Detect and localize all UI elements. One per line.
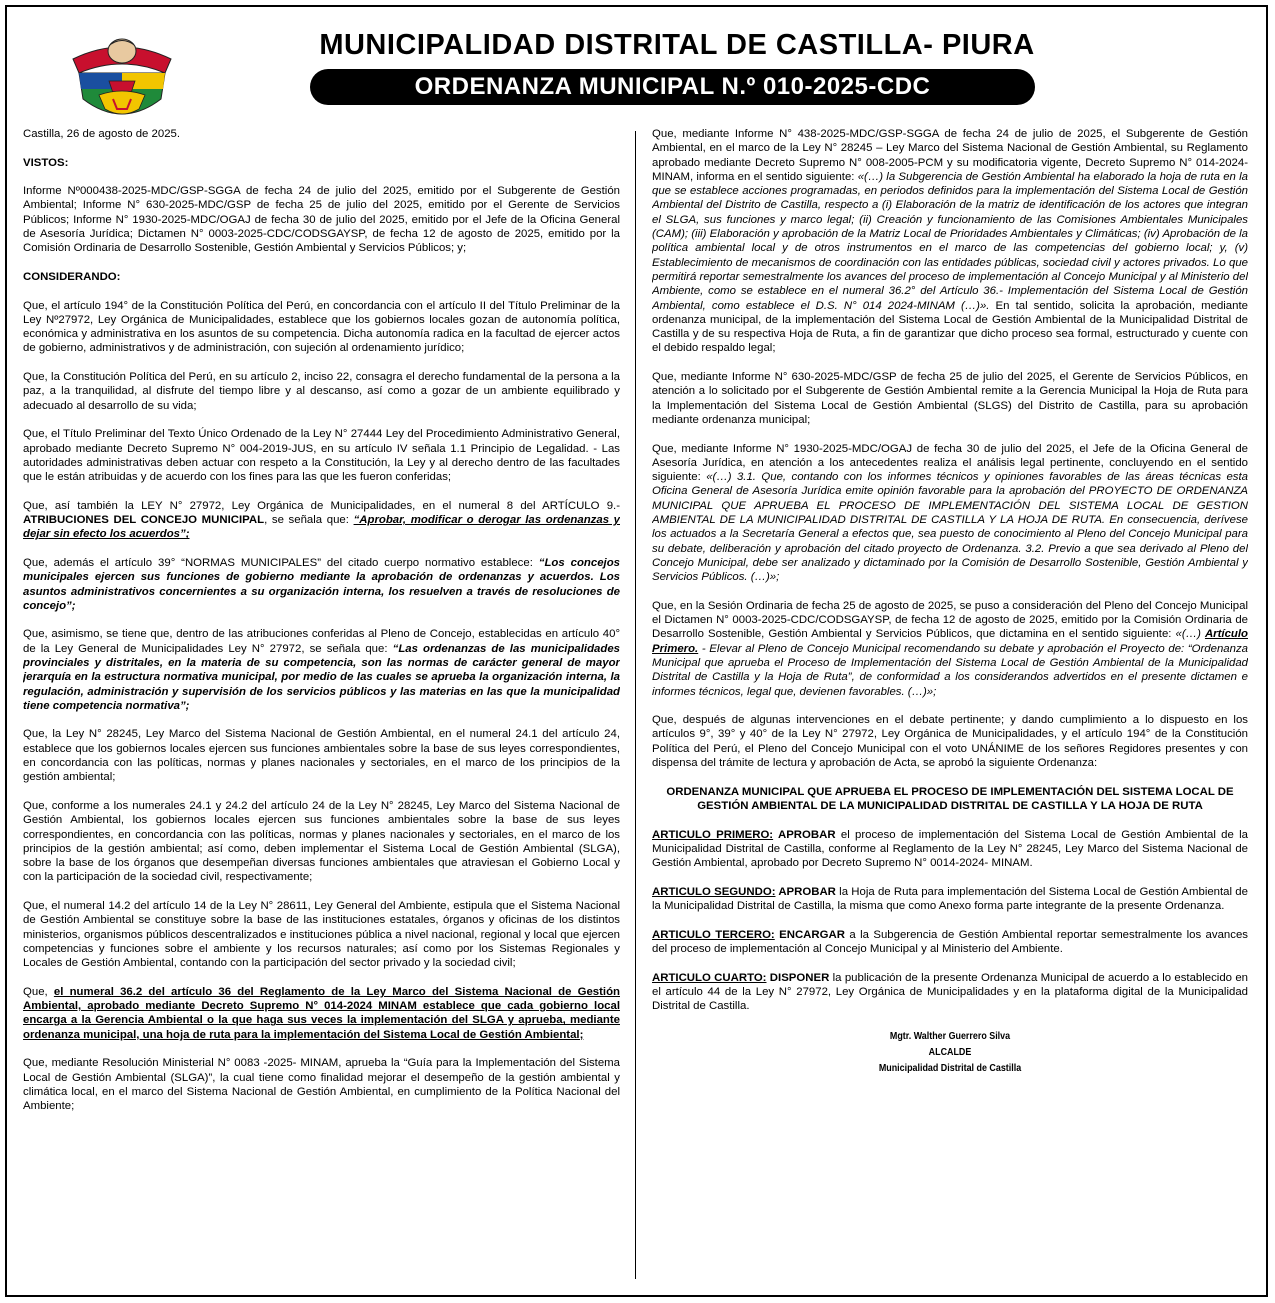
article-ref-run: Artículo Primero.: [652, 628, 1248, 655]
considerando-paragraph: [23, 499, 620, 542]
emphasis-run: ATRIBUCIONES DEL CONCEJO MUNICIPAL: [23, 514, 265, 527]
article-paragraph: [652, 885, 1248, 914]
ordinance-number-banner: ORDENANZA MUNICIPAL N.º 010-2025-CDC: [310, 69, 1035, 105]
article-verb: DISPONER: [766, 971, 830, 984]
considerando-paragraph: [652, 127, 1248, 356]
considerando-paragraph: Que, mediante Informe N° 630-2025-MDC/GSP de fecha 25 de julio del 2025, el Gerente de Servicios Públicos, en atención a lo solicitado por el Subgerente de Gestión Ambiental remite a la Gerencia Municipal la Hoja de Ruta para la Implementación del Sistema Local de Gestión Ambiental (SLGS) del Distrito de Castilla, para su aprobación mediante ordenanza municipal;: [652, 371, 1248, 426]
header: [7, 7, 1266, 127]
article-label: ARTICULO PRIMERO:: [652, 828, 774, 841]
text-run: Que, además el artículo 39° “NORMAS MUNICIPALES” del citado cuerpo normativo establece:: [23, 556, 539, 569]
quote-run: «(…): [1175, 628, 1205, 641]
considerando-paragraph: Que, la Ley N° 28245, Ley Marco del Sistema Nacional de Gestión Ambiental, en el numeral 24.1 del artículo 24, establece que los gobiernos locales ejercen sus funciones ambientales sobre la base de sus leyes correspondientes, en concordancia con las políticas, normas y planes nacionales y sectoriales, en el marco de los principios de la gestión ambiental;: [23, 728, 620, 784]
quote-run: - Elevar al Pleno de Concejo Municipal recomendando su debate y aprobación el Proyecto de: “Ordenanza Municipal que aprueba el Proceso de Implementación del Sistema Local de Gestión Ambiental de la Municipalidad Distrital de Castilla y la Hoja de Ruta”, de conformidad a los considerandos advertidos en el presente dictamen e informes técnicos, legal que, devienen favorables. (…)»;: [652, 642, 1248, 698]
quote-run: “Aprobar, modificar o derogar las ordenanzas y dejar sin efecto los acuerdos”;: [23, 514, 620, 541]
considerando-paragraph: Que, después de algunas intervenciones en el debate pertinente; y dando cumplimiento a lo dispuesto en los artículos 9°, 39° y 40° de la Ley N° 27972, Ley Orgánica de Municipalidades, y el artículo 194° de la Constitución Política del Perú, el Pleno del Concejo Municipal con el voto UNÁNIME de los señores Regidores presentes y con dispensa del trámite de lectura y aprobación de Acta, se aprobó la siguiente Ordenanza:: [652, 714, 1248, 770]
article-text: el proceso de implementación del Sistema Local de Gestión Ambiental de la Municipalidad Distrital de Castilla, conforme al Reglamento de la Ley N° 28245, Ley Marco del Sistema Nacional de Gestión Ambiental, aprobado por Decreto Supremo N° 0014-2024- MINAM.: [652, 828, 1248, 870]
text-run: Que, asimismo, se tiene que, dentro de las atribuciones conferidas al Pleno de Concejo, establecidas en artículo 40° de la Ley General de Municipalidades Ley N° 27972, se señala que:: [23, 628, 620, 655]
body-columns: [7, 127, 1266, 1287]
text-run: Que, mediante Informe N° 438-2025-MDC/GSP-SGGA de fecha 24 de julio de 2025, el Subgerente de Gestión Ambiental, en el marco de la Ley N° 28245 – Ley Marco del Sistema Nacional de Gestión Ambiental, su Reglamento aprobado mediante Decreto Supremo N° 008-2005-PCM y su modificatoria vigente, Decreto Supremo N° 014-2024-MINAM, informa en el sentido siguiente:: [652, 128, 1248, 183]
article-label: ARTICULO TERCERO:: [652, 928, 775, 941]
text-run: , se señala que:: [264, 514, 354, 527]
considerando-paragraph: [23, 627, 620, 713]
article-label: ARTICULO CUARTO:: [652, 971, 767, 984]
text-run: Que, en la Sesión Ordinaria de fecha 25 de agosto de 2025, se puso a consideración del Pleno del Concejo Municipal el Dictamen N° 0003-2025-CDC/CODSGAYSP, de fecha 12 de agosto de 2025, emitido por la Comisión Ordinaria de Desarrollo Sostenible, Gestión Ambiental y Servicios Públicos, que dictamina en el sentido siguiente:: [652, 599, 1248, 641]
text-run: En tal sentido, solicita la aprobación, mediante ordenanza municipal, de la implementación del Sistema Local de Gestión Ambiental de la Municipalidad Distrital de Castilla y de su respectiva Hoja de Ruta, a fin de garantizar que dicho proceso sea formal, estructurado y cuente con el debido respaldo legal;: [652, 299, 1248, 355]
considerando-paragraph: [23, 556, 620, 613]
vistos-heading: VISTOS:: [23, 156, 69, 169]
article-paragraph: [652, 928, 1248, 957]
text-run: Que, mediante Informe N° 1930-2025-MDC/OGAJ de fecha 30 de julio del 2025, el Jefe de la Oficina General de Asesoría Jurídica, en atención a los antecedentes realiza el análisis legal pertinente, concluyendo en el sentido siguiente:: [652, 442, 1248, 484]
signatory-organization: Municipalidad Distrital de Castilla: [878, 1061, 1022, 1074]
quote-run: «(…) 3.1. Que, contando con los informes técnicos y opiniones favorables de las áreas técnicas esta Oficina General de Asesoría Jurídica emite opinión favorable para la aprobación del PROYECTO DE ORDENANZA MUNICIPAL QUE APRUEBA EL PROCESO DE IMPLEMENTACIÓN DEL SISTEMA LOCAL DE GESTION AMBIENTAL DE LA MUNICIPALIDAD DISTRITAL DE CASTILLA Y LA HOJA DE RUTA. En consecuencia, derívese los actuados a la Secretaría General a efectos que, sea puesto de conocimiento al Pleno del Concejo Municipal para su debate, deliberación y aprobación del citado proyecto de Ordenanza. 3.2. Previo a que sea derivado al Pleno del Concejo Municipal, debe ser analizado y dictaminado por la Comisión de Desarrollo Sostenible, Gestión Ambiental y Servicios Públicos. (…)»;: [652, 471, 1248, 584]
considerando-paragraph: [652, 599, 1248, 699]
article-text: la publicación de la presente Ordenanza Municipal de acuerdo a lo establecido en el artículo 44 de la Ley N° 27972, Ley Orgánica de Municipalidades y en la plataforma digital de la Municipalidad Distrital de Castilla.: [652, 971, 1248, 1013]
considerando-paragraph: Que, mediante Resolución Ministerial N° 0083 -2025- MINAM, aprueba la “Guía para la Implementación del Sistema Local de Gestión Ambiental (SLGA)”, la cual tiene como finalidad mejorar el desempeño de la gestión ambiental y climática local, en el marco del Sistema Nacional de Gestión Ambiental, en cumplimiento de la Política Nacional del Ambiente;: [23, 1057, 620, 1113]
signatory-name: Mgtr. Walther Guerrero Silva: [889, 1029, 1011, 1042]
article-verb: ENCARGAR: [774, 928, 845, 941]
signature-block: [652, 1028, 1248, 1076]
considerando-paragraph: [652, 442, 1248, 585]
ordinance-section-title: ORDENANZA MUNICIPAL QUE APRUEBA EL PROCESO DE IMPLEMENTACIÓN DEL SISTEMA LOCAL DE GESTIÓN AMBIENTAL DE LA MUNICIPALIDAD DISTRITAL DE CASTILLA Y LA HOJA DE RUTA: [666, 785, 1234, 812]
article-paragraph: [652, 828, 1248, 871]
municipal-crest-icon: [69, 29, 175, 125]
considerando-paragraph: [23, 985, 620, 1042]
article-text: la Hoja de Ruta para implementación del Sistema Local de Gestión Ambiental de la Municipalidad Distrital de Castilla, la misma que como Anexo forma parte integrante de la presente Ordenanza.: [652, 885, 1248, 913]
article-verb: APROBAR: [775, 885, 836, 898]
article-text: a la Subgerencia de Gestión Ambiental reportar semestralmente los avances del proceso de implementación al Concejo Municipal y al Ministerio del Ambiente.: [652, 928, 1248, 955]
vistos-paragraph: Informe Nº000438-2025-MDC/GSP-SGGA de fecha 24 de julio del 2025, emitido por el Subgerente de Gestión Ambiental; Informe N° 630-2025-MDC/GSP de fecha 25 de julio del 2025, emitido por el Gerente de Servicios Públicos; Informe N° 1930-2025-MDC/OGAJ de fecha 30 de julio del 2025, emitido por el Jefe de la Oficina General de Asesoría Jurídica; Dictamen N° 0003-2025-CDC/CODSGAYSP, de fecha 12 de agosto de 2025, emitido por la Comisión Ordinaria de Desarrollo Sostenible, Gestión Ambiental y Servicios Públicos; y;: [23, 185, 620, 255]
considerando-heading: CONSIDERANDO:: [23, 270, 121, 283]
emphasis-run: el numeral 36.2 del artículo 36 del Reglamento de la Ley Marco del Sistema Nacional de Gestión Ambiental, aprobado mediante Decreto Supremo N° 014-2024 MINAM establece que cada gobierno local encarga a la Gerencia Ambiental o la que haga sus veces la implementación del SLGA y aprueba, mediante ordenanza municipal, una hoja de ruta para la implementación del Sistema Local de Gestión Ambiental;: [23, 985, 620, 1041]
considerando-paragraph: Que, el Título Preliminar del Texto Único Ordenado de la Ley N° 27444 Ley del Procedimiento Administrativo General, aprobado mediante Decreto Supremo N° 004-2019-JUS, en su artículo IV señala 1.1 Principio de Legalidad. - Las autoridades administrativas deben actuar con respeto a la Constitución, la Ley y al derecho dentro de las facultades que le están atribuidas y de acuerdo con los fines para las que les fueron conferidas;: [23, 428, 620, 484]
article-label: ARTICULO SEGUNDO:: [652, 885, 776, 898]
date-line: Castilla, 26 de agosto de 2025.: [23, 128, 181, 140]
quote-run: «(…) la Subgerencia de Gestión Ambiental ha elaborado la hoja de ruta en la que se establece acciones programadas, en periodos definidos para la implementación del Sistema Local de Gestión Ambiental del Distrito de Castilla, respecto a (i) Elaboración de la matriz de identificación de los actores que integran el SLGA, sus funciones y marco legal; (ii) Creación y funcionamiento de las Comisiones Ambientales Municipales (CAM); (iii) Elaboración y aprobación de la Matriz Local de Prioridades Ambientales y Climáticas; (iv) Aprobación de la política ambiental local y de otros instrumentos en el marco de las competencias del gobierno local; y, (v) Establecimiento de mecanismos de coordinación con las entidades públicas, sociedad civil y actores privados. Lo que permitirá reportar semestralmente los avances del proceso de implementación al Concejo Municipal y al Ministerio del Ambiente, como se establece en el numeral 36.2° del Artículo 36.- Implementación del Sistema Local de Gestión Ambiental, como establece el D.S. N° 014 2024-MINAM (…)».: [652, 170, 1248, 312]
column-divider: [635, 131, 636, 1279]
municipality-title: MUNICIPALIDAD DISTRITAL DE CASTILLA- PIURA: [319, 29, 1035, 61]
signatory-role: ALCALDE: [928, 1045, 972, 1058]
left-column: [23, 127, 620, 1287]
ordinance-page: [5, 5, 1268, 1297]
considerando-paragraph: Que, conforme a los numerales 24.1 y 24.2 del artículo 24 de la Ley N° 28245, Ley Marco del Sistema Nacional de Gestión Ambiental, los gobiernos locales ejercen sus funciones ambientales sobre la base de sus leyes correspondientes, en concordancia con las políticas, normas y planes nacionales y sectoriales, en el marco de los principios de la gestión ambiental; así como, deben implementar el Sistema Local de Gestión Ambiental (SLGA), sobre la base de los órganos que desempeñan diversas funciones ambientales que atraviesan el Gobierno Local y con la participación de la sociedad civil, respectivamente;: [23, 799, 620, 884]
considerando-paragraph: Que, el artículo 194° de la Constitución Política del Perú, en concordancia con el artículo II del Título Preliminar de la Ley Nº27972, Ley Orgánica de Municipalidades, establece que los gobiernos locales gozan de autonomía política, económica y administrativa en los asuntos de su competencia. Dicha autonomía radica en la facultad de ejercer actos de gobierno, administrativos y de administración, con sujeción al ordenamiento jurídico;: [23, 299, 620, 355]
article-verb: APROBAR: [773, 828, 836, 841]
quote-run: “Los concejos municipales ejercen sus funciones de gobierno mediante la aprobación de ordenanzas y acuerdos. Los asuntos administrativos concernientes a su organización interna, los resuelven a través de resoluciones de concejo”;: [23, 556, 620, 612]
text-run: Que, así también la LEY N° 27972, Ley Orgánica de Municipalidades, en el numeral 8 del ARTÍCULO 9.-: [23, 499, 620, 512]
text-run: Que,: [23, 985, 54, 998]
considerando-paragraph: Que, la Constitución Política del Perú, en su artículo 2, inciso 22, consagra el derecho fundamental de la persona a la paz, a la tranquilidad, al disfrute del tiempo libre y al descanso, así como a gozar de un ambiente equilibrado y adecuado al desarrollo de su vida;: [23, 371, 620, 412]
quote-run: “Las ordenanzas de las municipalidades provinciales y distritales, en la materia de su competencia, son las normas de carácter general de mayor jerarquía en la estructura normativa municipal, por medio de las cuales se aprueba la organización interna, la regulación, administración y supervisión de los servicios públicos y las materias en las que la municipalidad tiene competencia normativa”;: [23, 642, 620, 712]
considerando-paragraph: Que, el numeral 14.2 del artículo 14 de la Ley N° 28611, Ley General del Ambiente, estipula que el Sistema Nacional de Gestión Ambiental se constituye sobre la base de las instituciones estatales, órganos y oficinas de los distintos ministerios, organismos públicos descentralizados e instituciones pública a nivel nacional, regional y local que ejercen competencias y funciones sobre el ambiente y los recursos naturales; así como por los Sistemas Regionales y Locales de Gestión Ambiental, contando con la participación del sector privado y la sociedad civil;: [23, 900, 620, 970]
right-column: [652, 127, 1248, 1287]
article-paragraph: [652, 971, 1248, 1014]
